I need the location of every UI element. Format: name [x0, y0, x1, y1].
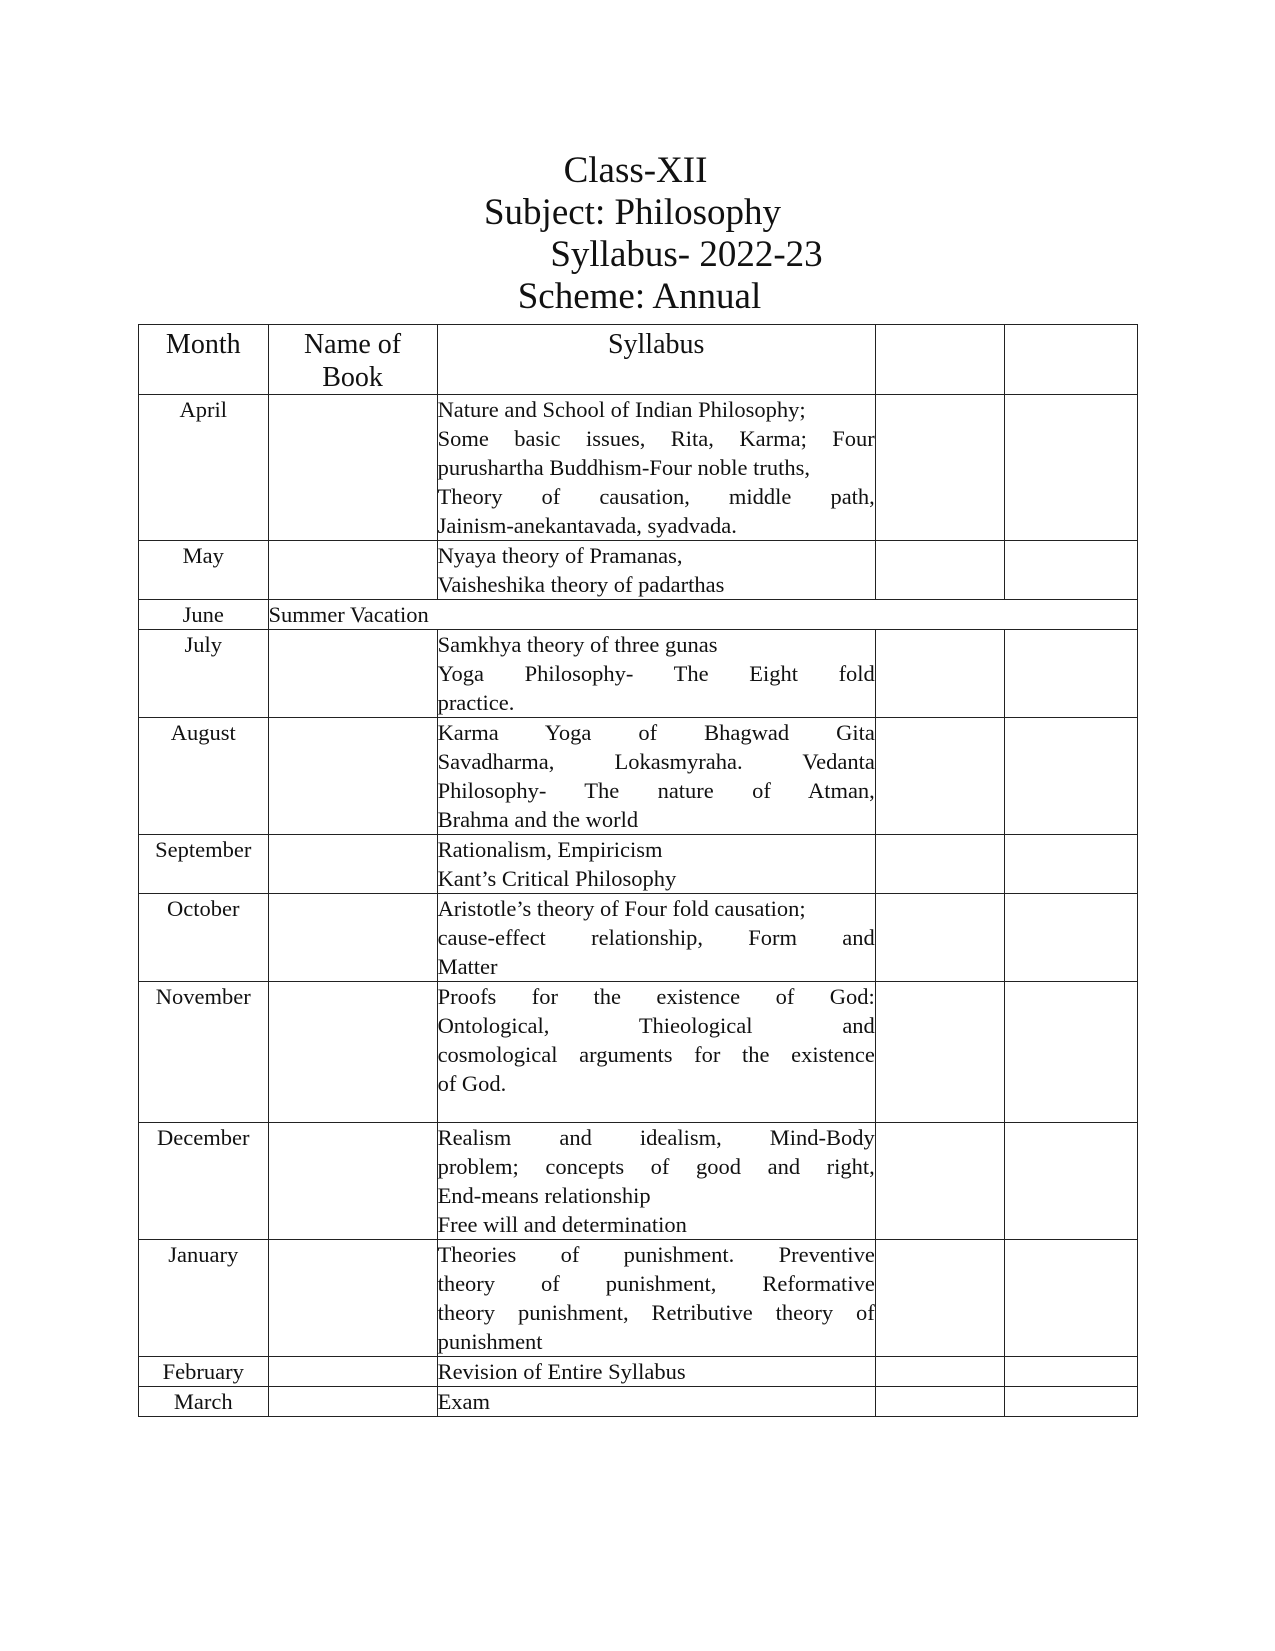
month-cell: July: [139, 630, 269, 718]
syllabus-line: cause-effect relationship, Form and: [437, 925, 875, 950]
blank-cell: [875, 395, 1005, 541]
syllabus-line: Revision of Entire Syllabus: [437, 1359, 686, 1384]
blank-cell: [1005, 835, 1138, 894]
month-cell: February: [139, 1357, 269, 1387]
syllabus-line: End-means relationship: [437, 1183, 651, 1208]
syllabus-line: theory punishment, Retributive theory of: [437, 1300, 875, 1325]
syllabus-line: Yoga Philosophy- The Eight fold: [437, 661, 875, 686]
syllabus-cell: [437, 1387, 875, 1417]
syllabus-line: Vaisheshika theory of padarthas: [437, 572, 725, 597]
syllabus-line: Samkhya theory of three gunas: [437, 632, 718, 657]
blank-cell: [1005, 1123, 1138, 1240]
blank-cell: [875, 1387, 1005, 1417]
syllabus-line: purushartha Buddhism-Four noble truths,: [437, 455, 811, 480]
blank-cell: [1005, 1357, 1138, 1387]
syllabus-line: Kant’s Critical Philosophy: [437, 866, 677, 891]
table-row: [139, 395, 1138, 541]
syllabus-line: punishment: [437, 1329, 543, 1354]
table-body: [139, 395, 1138, 1417]
book-cell: [268, 982, 437, 1123]
book-cell: [268, 718, 437, 835]
syllabus-cell: [437, 718, 875, 835]
table-row: [139, 1357, 1138, 1387]
blank-cell: [875, 982, 1005, 1123]
syllabus-line: Theories of punishment. Preventive: [437, 1242, 875, 1267]
table-row: [139, 600, 1138, 630]
book-cell: [268, 1123, 437, 1240]
syllabus-cell: [437, 1240, 875, 1357]
syllabus-line: Jainism-anekantavada, syadvada.: [437, 513, 737, 538]
month-cell: December: [139, 1123, 269, 1240]
blank-cell: [1005, 718, 1138, 835]
month-cell: August: [139, 718, 269, 835]
syllabus-table: [138, 324, 1138, 1417]
blank-cell: [875, 894, 1005, 982]
syllabus-line: Ontological, Thieological and: [437, 1013, 875, 1038]
blank-cell: [1005, 395, 1138, 541]
syllabus-cell: [437, 1357, 875, 1387]
month-cell: March: [139, 1387, 269, 1417]
header-book-line2: Book: [322, 362, 383, 393]
table-row: [139, 835, 1138, 894]
book-cell: [268, 630, 437, 718]
syllabus-line: Exam: [437, 1389, 491, 1414]
blank-cell: [1005, 630, 1138, 718]
syllabus-line: Free will and determination: [437, 1212, 687, 1237]
syllabus-cell: [437, 541, 875, 600]
syllabus-line: cosmological arguments for the existence: [437, 1042, 875, 1067]
book-cell: [268, 1387, 437, 1417]
syllabus-line: Theory of causation, middle path,: [437, 484, 875, 509]
book-cell: [268, 835, 437, 894]
syllabus-line: Rationalism, Empiricism: [437, 837, 663, 862]
syllabus-line: Aristotle’s theory of Four fold causation;: [437, 896, 806, 921]
vacation-cell: Summer Vacation: [268, 600, 1137, 630]
blank-cell: [1005, 1387, 1138, 1417]
syllabus-line: Karma Yoga of Bhagwad Gita: [437, 720, 875, 745]
book-cell: [268, 1357, 437, 1387]
table-row: [139, 982, 1138, 1123]
syllabus-line: Realism and idealism, Mind-Body: [437, 1125, 875, 1150]
book-cell: [268, 1240, 437, 1357]
syllabus-line: theory of punishment, Reformative: [437, 1271, 875, 1296]
subject-title: Subject: Philosophy: [483, 192, 782, 233]
table-row: [139, 894, 1138, 982]
table-row: [139, 630, 1138, 718]
header-book-line1: Name of: [303, 329, 402, 360]
syllabus-line: Savadharma, Lokasmyraha. Vedanta: [437, 749, 875, 774]
book-cell: [268, 395, 437, 541]
syllabus-line: of God.: [437, 1071, 507, 1096]
syllabus-line: Matter: [437, 954, 498, 979]
blank-cell: [875, 1240, 1005, 1357]
table-row: [139, 718, 1138, 835]
syllabus-cell: [437, 894, 875, 982]
syllabus-line: Brahma and the world: [437, 807, 639, 832]
syllabus-line: Philosophy- The nature of Atman,: [437, 778, 875, 803]
syllabus-cell: [437, 1123, 875, 1240]
table-row: [139, 1123, 1138, 1240]
syllabus-cell: [437, 630, 875, 718]
syllabus-cell: [437, 395, 875, 541]
month-cell: April: [139, 395, 269, 541]
syllabus-cell: [437, 835, 875, 894]
syllabus-line: Proofs for the existence of God:: [437, 984, 875, 1009]
table-header-row: [139, 325, 1138, 395]
blank-cell: [1005, 982, 1138, 1123]
blank-cell: [1005, 894, 1138, 982]
syllabus-line: Nyaya theory of Pramanas,: [437, 543, 683, 568]
header-month: Month: [139, 325, 269, 395]
blank-cell: [875, 718, 1005, 835]
month-cell: January: [139, 1240, 269, 1357]
blank-cell: [1005, 541, 1138, 600]
blank-cell: [875, 630, 1005, 718]
month-cell: November: [139, 982, 269, 1123]
scheme-title: Scheme: Annual: [517, 276, 762, 317]
blank-cell: [1005, 1240, 1138, 1357]
header-syllabus: Syllabus: [437, 325, 875, 395]
class-title: Class-XII: [563, 150, 708, 191]
header-blank-1: [875, 325, 1005, 395]
blank-cell: [875, 1357, 1005, 1387]
blank-cell: [875, 835, 1005, 894]
month-cell: October: [139, 894, 269, 982]
header-book: [268, 325, 437, 395]
syllabus-cell: [437, 982, 875, 1123]
blank-cell: [875, 1123, 1005, 1240]
blank-cell: [875, 541, 1005, 600]
syllabus-line: Nature and School of Indian Philosophy;: [437, 397, 806, 422]
header-blank-2: [1005, 325, 1138, 395]
syllabus-line: Some basic issues, Rita, Karma; Four: [437, 426, 875, 451]
month-cell: September: [139, 835, 269, 894]
book-cell: [268, 541, 437, 600]
syllabus-year-title: Syllabus- 2022-23: [550, 234, 823, 275]
table-row: [139, 1240, 1138, 1357]
table-row: [139, 1387, 1138, 1417]
syllabus-line: problem; concepts of good and right,: [437, 1154, 875, 1179]
book-cell: [268, 894, 437, 982]
syllabus-line: practice.: [437, 690, 515, 715]
table-row: [139, 541, 1138, 600]
month-cell: May: [139, 541, 269, 600]
month-cell: June: [139, 600, 269, 630]
